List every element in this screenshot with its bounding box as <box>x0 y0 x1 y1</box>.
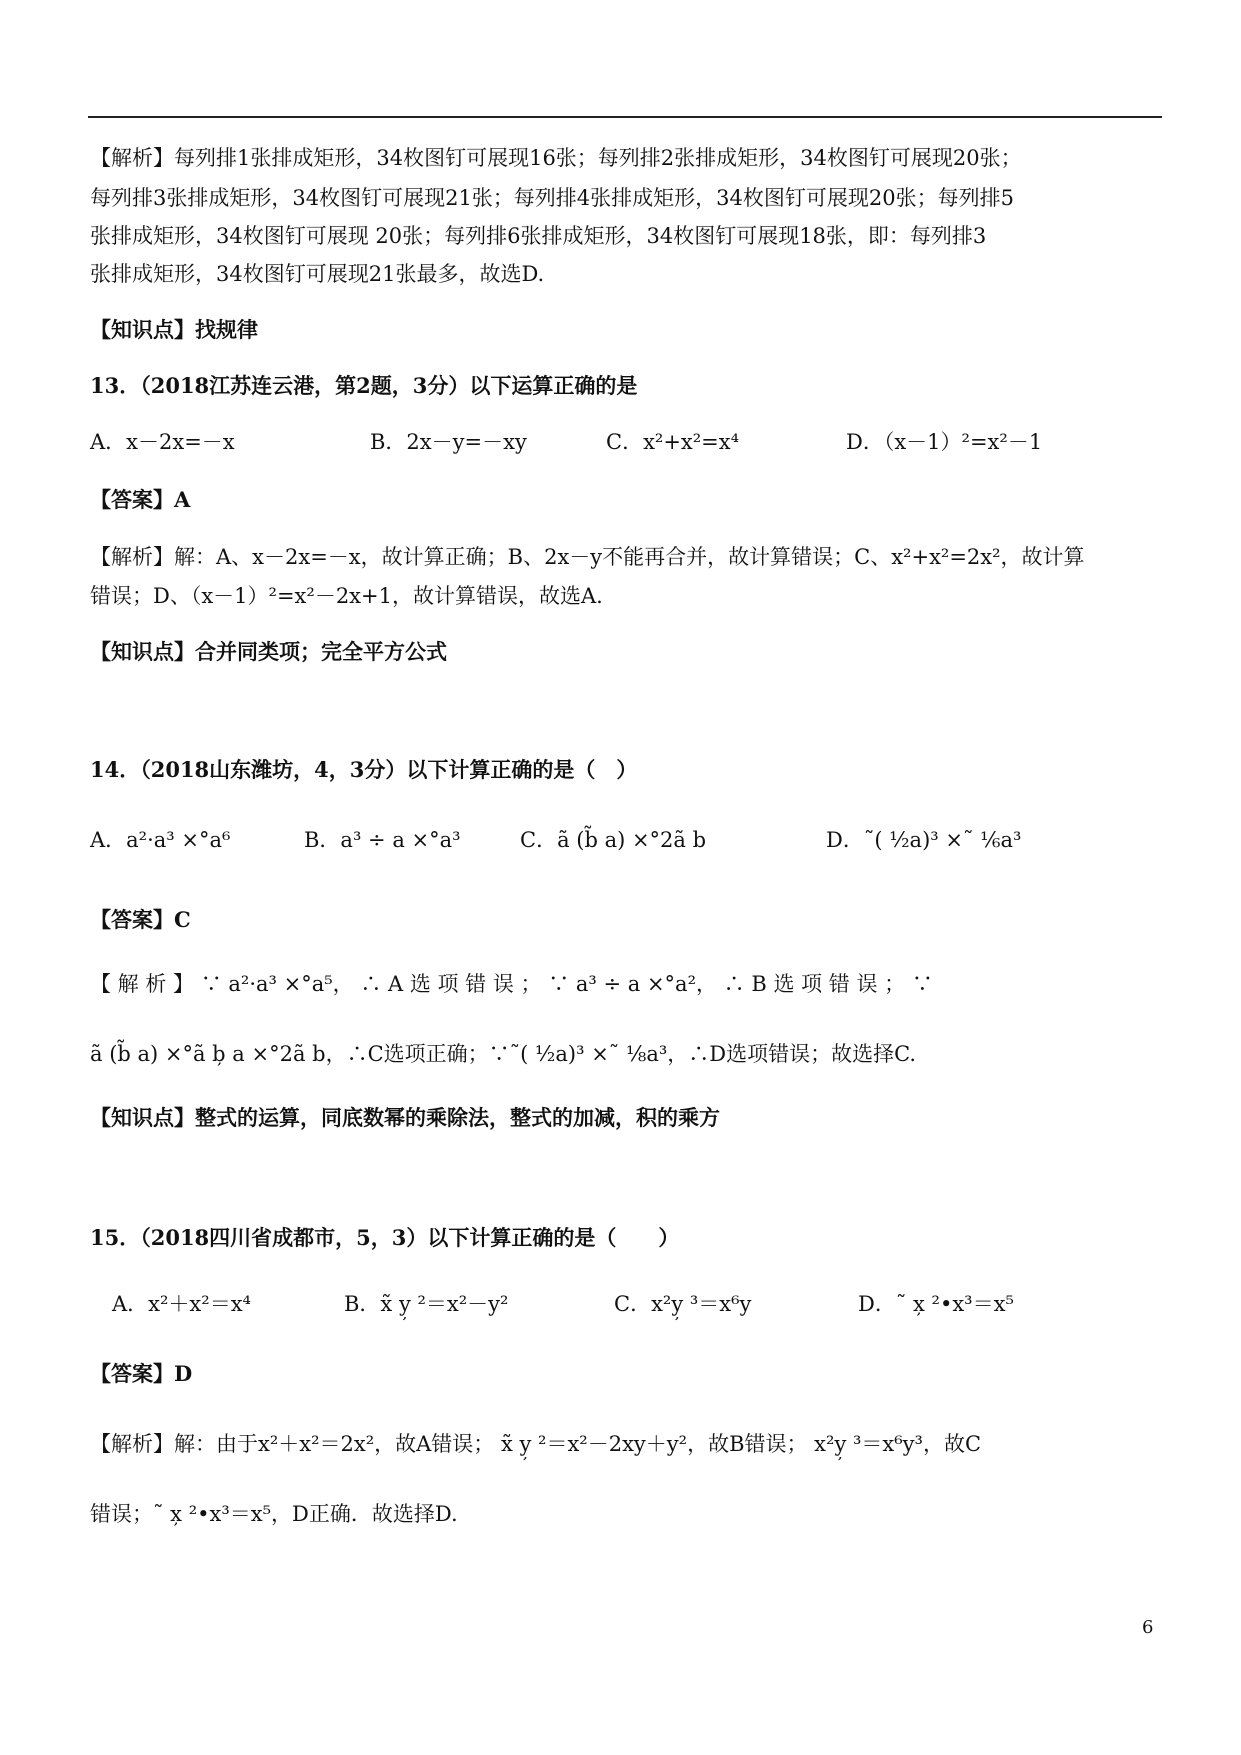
answer: 【答案】A <box>90 487 191 512</box>
option-b: B．a³ ÷ a ×°a³ <box>304 828 461 852</box>
analysis-line: 每列排3张排成矩形，34枚图钉可展现21张；每列排4张排成矩形，34枚图钉可展现20张；每列排5 <box>90 186 1014 210</box>
option-d: D．˜( ½a)³ ×˜ ⅙a³ <box>826 828 1022 852</box>
analysis-line: ã (b̃ a) ×°ã b̦ a ×°2ã b，∴C选项正确；∵˜( ½a)³ ×˜ ⅛a³，∴D选项错误；故选择C. <box>90 1042 917 1066</box>
analysis-line: 【解析】解：由于x²＋x²＝2x²，故A错误； x̃ y̦ ²＝x²－2xy＋y²，故B错误； x²y̦ ³＝x⁶y³，故C <box>90 1432 982 1456</box>
option-c: C．x²y̦ ³＝x⁶y <box>614 1292 752 1316</box>
question-title: 13．（2018江苏连云港，第2题，3分）以下运算正确的是 <box>90 373 638 398</box>
page-number: 6 <box>1142 1617 1154 1638</box>
option-c: C．ã (b̃ a) ×°2ã b <box>520 828 707 852</box>
header-rule <box>88 116 1162 118</box>
answer: 【答案】C <box>90 907 191 932</box>
option-a: A．x－2x=－x <box>90 430 235 454</box>
option-a: A．a²·a³ ×°a⁶ <box>90 828 231 852</box>
analysis-line: 张排成矩形，34枚图钉可展现 20张；每列排6张排成矩形，34枚图钉可展现18张，即：每列排3 <box>90 224 987 248</box>
knowledge-point: 【知识点】整式的运算，同底数幂的乘除法，整式的加减，积的乘方 <box>90 1105 720 1130</box>
knowledge-point: 【知识点】找规律 <box>90 317 258 342</box>
knowledge-point: 【知识点】合并同类项；完全平方公式 <box>90 639 447 664</box>
analysis-line: 错误；D、（x－1）²=x²－2x+1，故计算错误，故选A. <box>90 584 603 608</box>
option-b: B．2x－y=－xy <box>370 430 527 454</box>
analysis-line: 错误；˜ x̦ ²•x³＝x⁵，D正确．故选择D. <box>90 1502 458 1526</box>
option-a: A．x²＋x²＝x⁴ <box>112 1292 251 1316</box>
analysis-line: 张排成矩形，34枚图钉可展现21张最多，故选D. <box>90 262 545 286</box>
question-title: 14．（2018山东潍坊，4，3分）以下计算正确的是（ ） <box>90 757 638 782</box>
analysis-line: 【解析】每列排1张排成矩形，34枚图钉可展现16张；每列排2张排成矩形，34枚图钉可展现20张； <box>90 146 1022 170</box>
option-d: D．（x－1）²=x²－1 <box>846 430 1043 454</box>
answer: 【答案】D <box>90 1361 193 1386</box>
analysis-line: 【解析】解：A、x－2x=－x，故计算正确；B、2x－y不能再合并，故计算错误；C、x²+x²=2x²，故计算 <box>90 545 1085 569</box>
option-c: C．x²+x²=x⁴ <box>606 430 740 454</box>
option-b: B．x̃ y̦ ²＝x²－y² <box>344 1292 509 1316</box>
analysis-line: 【 解 析 】 ∵ a²·a³ ×°a⁵， ∴ A 选 项 错 误 ； ∵ a³ ÷ a ×°a²， ∴ B 选 项 错 误 ； ∵ <box>90 972 933 996</box>
option-d: D．˜ x̦ ²•x³＝x⁵ <box>858 1292 1014 1316</box>
question-title: 15．（2018四川省成都市，5，3）以下计算正确的是（ ） <box>90 1225 680 1250</box>
